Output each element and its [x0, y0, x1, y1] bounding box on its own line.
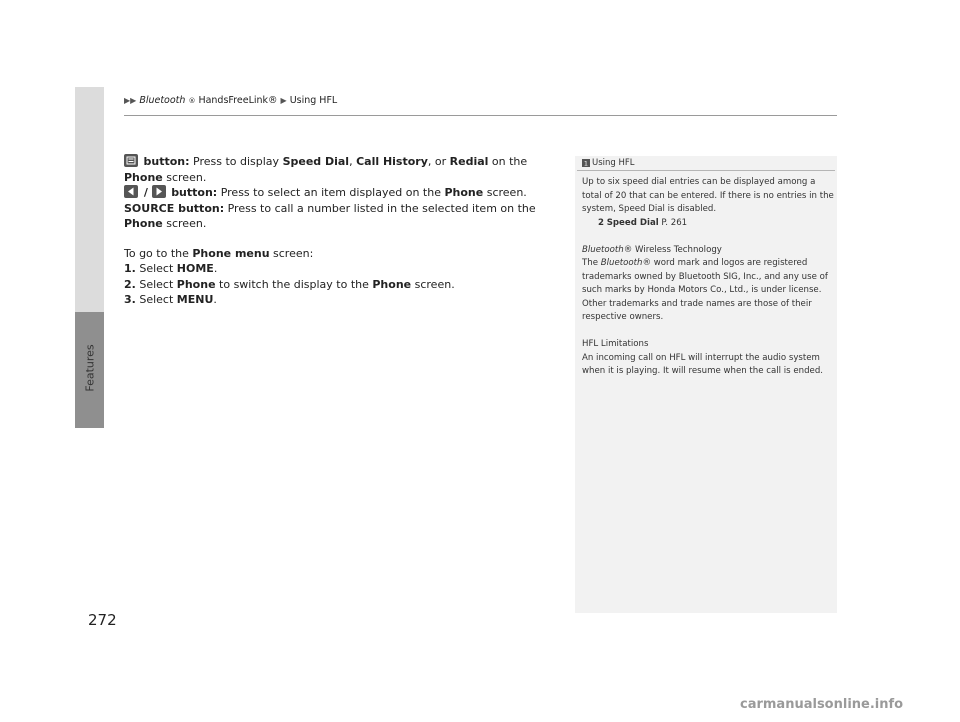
sidebar-title — [582, 158, 635, 168]
phone-term: Phone — [176, 277, 216, 291]
text: Select — [135, 262, 177, 275]
sidebar-title-text: Using HFL — [592, 158, 635, 168]
text: To go to the — [124, 246, 193, 260]
sidebar-divider — [577, 170, 835, 171]
sidebar-note-panel — [575, 156, 837, 613]
phone-button-icon — [124, 154, 138, 167]
right-arrow-button-icon — [152, 185, 166, 198]
phone-menu-term: Phone menu — [192, 246, 270, 260]
sidebar-body — [582, 176, 834, 379]
arrow-button-label: button: — [171, 186, 218, 199]
step-number: 3. — [124, 293, 136, 306]
hfl-limitations-title: HFL Limitations — [582, 339, 649, 349]
speed-dial-term: Speed Dial — [282, 155, 350, 168]
speed-dial-cross-reference[interactable] — [582, 217, 834, 231]
step-2 — [124, 277, 554, 293]
breadcrumb — [124, 95, 337, 106]
menu-term: MENU — [176, 293, 214, 306]
phone-menu-intro — [124, 246, 554, 262]
breadcrumb-arrow-icon: ▶ — [280, 96, 287, 105]
step-number: 2. — [124, 277, 136, 291]
speed-dial-note: Up to six speed dial entries can be displayed among a total of 20 that can be entered. If there is no entries in the system, Speed Dial is disabled. — [582, 177, 834, 214]
phone-term: Phone — [372, 277, 412, 291]
bluetooth-brand: Bluetooth — [600, 258, 643, 268]
phone-term: Phone — [444, 186, 484, 199]
page-number: 272 — [88, 611, 117, 629]
main-content — [124, 154, 554, 308]
breadcrumb-topic: Using HFL — [289, 95, 338, 106]
text: . — [213, 293, 217, 306]
text: screen: — [269, 246, 314, 260]
xref-label: Speed Dial — [606, 217, 659, 228]
left-arrow-button-icon — [124, 185, 138, 198]
bluetooth-note — [582, 257, 834, 325]
phone-term: Phone — [124, 170, 163, 184]
step-number: 1. — [124, 262, 136, 275]
text: ® Wireless Technology — [623, 244, 722, 255]
hfl-limitations-note: An incoming call on HFL will interrupt the audio system when it is playing. It will resume when the call is ended. — [582, 352, 824, 376]
text: to switch the display to the — [215, 277, 373, 291]
phone-button-label: button: — [143, 155, 190, 168]
home-term: HOME — [176, 262, 214, 275]
phone-button-description — [124, 154, 554, 185]
text: screen. — [411, 277, 455, 291]
text: Select — [135, 293, 177, 306]
call-history-term: Call History — [356, 155, 428, 168]
text: , — [349, 155, 357, 168]
text: Select — [135, 277, 177, 291]
text: , or — [427, 155, 450, 168]
text: screen. — [483, 186, 527, 199]
step-3 — [124, 292, 554, 308]
source-button-label: SOURCE button: — [124, 201, 225, 215]
text: Press to select an item displayed on the — [217, 186, 445, 199]
text: Press to display — [189, 155, 283, 168]
watermark: carmanualsonline.info — [740, 697, 904, 712]
arrow-buttons-description — [124, 185, 554, 201]
text: . — [213, 262, 218, 275]
note-icon — [582, 159, 590, 167]
side-tab-label: Features — [83, 344, 97, 392]
cross-reference-arrow-icon: 2 — [598, 217, 604, 228]
text: screen. — [162, 170, 207, 184]
breadcrumb-brand: Bluetooth — [139, 95, 186, 106]
text: The — [582, 258, 601, 268]
header-divider — [124, 115, 837, 116]
bluetooth-brand: Bluetooth — [582, 244, 624, 255]
breadcrumb-arrow-icon: ▶▶ — [124, 96, 137, 105]
step-1 — [124, 261, 554, 277]
breadcrumb-section: HandsFreeLink® — [198, 95, 278, 106]
breadcrumb-reg: ® — [188, 96, 196, 105]
text: ® word mark and logos are registered trademarks owned by Bluetooth SIG, Inc., and any use of such marks by Honda Motors Co., Ltd., is under license. Other trademarks and trade names are those of their respective owners. — [582, 258, 828, 322]
source-button-description — [124, 201, 554, 232]
bluetooth-title — [582, 244, 834, 258]
svg-text:1: 1 — [583, 159, 589, 167]
text: Press to call a number listed in the selected item on the — [224, 201, 536, 215]
text: screen. — [162, 217, 207, 230]
redial-term: Redial — [449, 155, 489, 168]
slash: / — [140, 186, 152, 199]
text: on the — [488, 155, 528, 168]
xref-page: P. 261 — [658, 217, 688, 228]
phone-term: Phone — [124, 217, 163, 230]
